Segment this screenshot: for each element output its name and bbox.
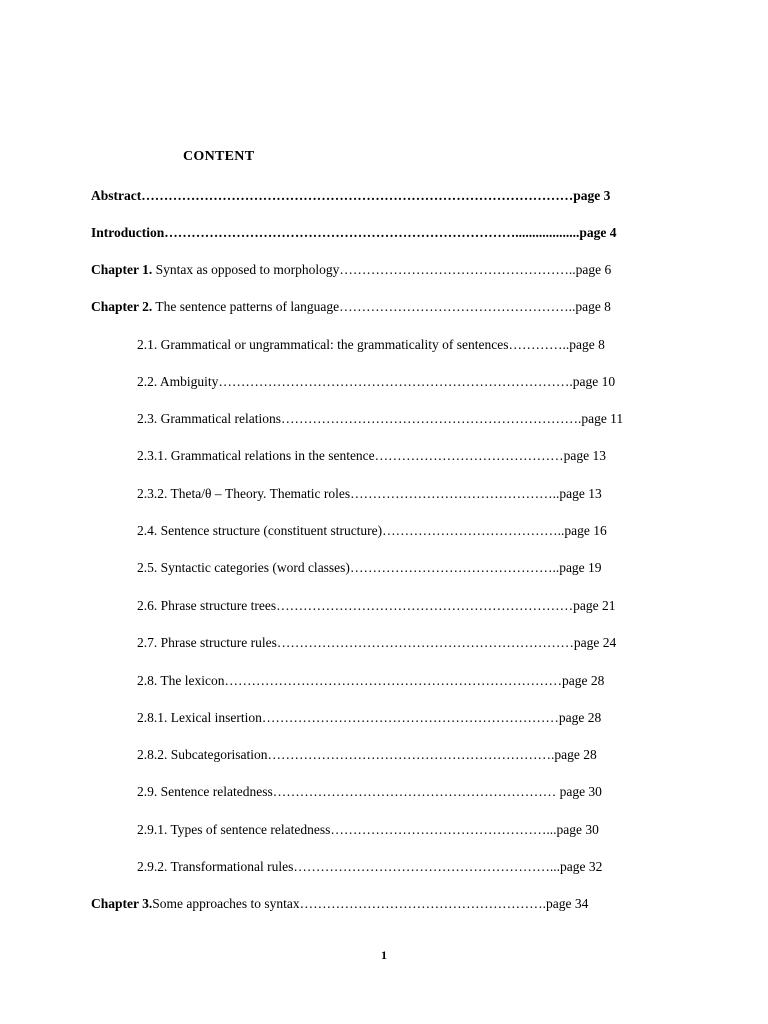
toc-entry-title: 2.8.2. Subcategorisation bbox=[137, 747, 268, 762]
toc-page-ref: page 28 bbox=[558, 710, 602, 725]
toc-leader-dots: ………………………………………………………………… bbox=[224, 673, 562, 688]
page-number: 1 bbox=[381, 948, 387, 962]
page-title: CONTENT bbox=[183, 149, 255, 164]
toc-entry bbox=[137, 672, 680, 690]
toc-entry bbox=[137, 709, 680, 727]
toc-entry-title: 2.1. Grammatical or ungrammatical: the grammaticality of sentences bbox=[137, 337, 509, 352]
toc-leader-dots: ………….. bbox=[508, 337, 570, 352]
toc-page-ref: page 34 bbox=[545, 896, 589, 911]
toc-leader-dots: ………………………………………………. bbox=[299, 896, 546, 911]
toc-entry bbox=[137, 783, 680, 801]
toc-page-ref: page 28 bbox=[554, 747, 597, 762]
toc-page-ref: page 16 bbox=[564, 523, 607, 538]
toc-leader-dots: …………………………………………………………. bbox=[280, 411, 582, 426]
toc-entry-heading: Chapter 2. bbox=[91, 299, 153, 314]
toc-entry-title: 2.2. Ambiguity bbox=[137, 374, 219, 389]
toc-leader-dots: …………………………………………………………………………………… bbox=[141, 188, 574, 203]
toc-entry-heading: Chapter 1. bbox=[91, 262, 153, 277]
toc-entry-title: Syntax as opposed to morphology bbox=[152, 262, 340, 277]
toc-page-ref: page 8 bbox=[569, 337, 605, 352]
toc-entry-title: 2.6. Phrase structure trees bbox=[137, 598, 277, 613]
toc-entry bbox=[137, 634, 680, 652]
toc-entry-title: 2.7. Phrase structure rules bbox=[137, 635, 277, 650]
toc-entry bbox=[91, 298, 680, 316]
toc-page-ref: page 32 bbox=[560, 859, 603, 874]
toc-entry-title: 2.3.2. Theta/θ – Theory. Thematic roles bbox=[137, 486, 351, 501]
toc-leader-dots: ………………………………………………………. bbox=[267, 747, 555, 762]
toc-entry bbox=[91, 261, 680, 279]
toc-entry bbox=[137, 522, 680, 540]
toc-entry bbox=[137, 559, 680, 577]
toc-leader-dots: ………………………………………………………… bbox=[276, 598, 574, 613]
toc-entry-title: 2.8.1. Lexical insertion bbox=[137, 710, 262, 725]
toc-page-ref: page 11 bbox=[581, 411, 624, 426]
toc-page-ref: page 4 bbox=[579, 225, 617, 240]
toc-entry-title: 2.5. Syntactic categories (word classes) bbox=[137, 560, 350, 575]
toc-page-ref: page 19 bbox=[559, 560, 602, 575]
toc-leader-dots: …………………………………………….. bbox=[339, 299, 576, 314]
toc-entry bbox=[137, 410, 680, 428]
toc-entry bbox=[137, 858, 680, 876]
toc-entry-heading: Abstract bbox=[91, 188, 142, 203]
toc-leader-dots: ………………………………………………………… bbox=[261, 710, 559, 725]
toc-page-ref: page 30 bbox=[559, 784, 602, 799]
toc-entry bbox=[137, 485, 680, 503]
toc-page-ref: page 3 bbox=[573, 188, 611, 203]
toc-leader-dots: ……………………………………….. bbox=[349, 560, 560, 575]
toc-entry-title: 2.3.1. Grammatical relations in the sentence bbox=[137, 448, 375, 463]
toc-page-ref: page 13 bbox=[559, 486, 602, 501]
toc-page-ref: page 6 bbox=[575, 262, 612, 277]
toc-entry-heading: Chapter 3. bbox=[91, 896, 153, 911]
toc-leader-dots: ……………………………………………………………………................... bbox=[164, 225, 580, 240]
toc-entry bbox=[137, 336, 680, 354]
toc-leader-dots: ……………………………………….. bbox=[350, 486, 560, 501]
toc-entry-title: The sentence patterns of language bbox=[152, 299, 340, 314]
toc-entry-title: Some approaches to syntax bbox=[152, 896, 300, 911]
toc-entry-title: 2.9.1. Types of sentence relatedness bbox=[137, 822, 331, 837]
toc-leader-dots: …………………………………………... bbox=[330, 822, 557, 837]
toc-entry bbox=[137, 447, 680, 465]
toc-page-ref: page 13 bbox=[563, 448, 607, 463]
toc-entry-title: 2.8. The lexicon bbox=[137, 673, 225, 688]
toc-page-ref: page 10 bbox=[572, 374, 616, 389]
toc-entry bbox=[91, 187, 680, 205]
toc-entry bbox=[91, 895, 680, 913]
toc-entry bbox=[137, 597, 680, 615]
toc-entry-title: 2.9.2. Transformational rules bbox=[137, 859, 294, 874]
toc-entry bbox=[137, 821, 680, 839]
toc-entry-heading: Introduction bbox=[91, 225, 165, 240]
toc-page-ref: page 8 bbox=[575, 299, 611, 314]
toc-leader-dots: …………………………………………………... bbox=[293, 859, 560, 874]
toc-leader-dots: …………………………………………….. bbox=[339, 262, 576, 277]
toc-page-ref: page 30 bbox=[556, 822, 599, 837]
toc-leader-dots: ………………………………………………………… bbox=[276, 635, 574, 650]
toc-entry-title: 2.4. Sentence structure (constituent structure) bbox=[137, 523, 383, 538]
toc-leader-dots: …………………………………… bbox=[374, 448, 564, 463]
toc-leader-dots: ………………………………….. bbox=[382, 523, 565, 538]
toc-entry-title: 2.9. Sentence relatedness bbox=[137, 784, 273, 799]
toc-entry bbox=[137, 746, 680, 764]
toc-leader-dots: ……………………………………………………………………. bbox=[218, 374, 573, 389]
toc-entry bbox=[137, 373, 680, 391]
toc-page-ref: page 21 bbox=[573, 598, 616, 613]
toc-entry-title: 2.3. Grammatical relations bbox=[137, 411, 281, 426]
toc-page-ref: page 28 bbox=[561, 673, 605, 688]
toc-page-ref: page 24 bbox=[573, 635, 617, 650]
toc-entry bbox=[91, 224, 680, 242]
toc-leader-dots: ……………………………………………………… bbox=[272, 784, 560, 799]
